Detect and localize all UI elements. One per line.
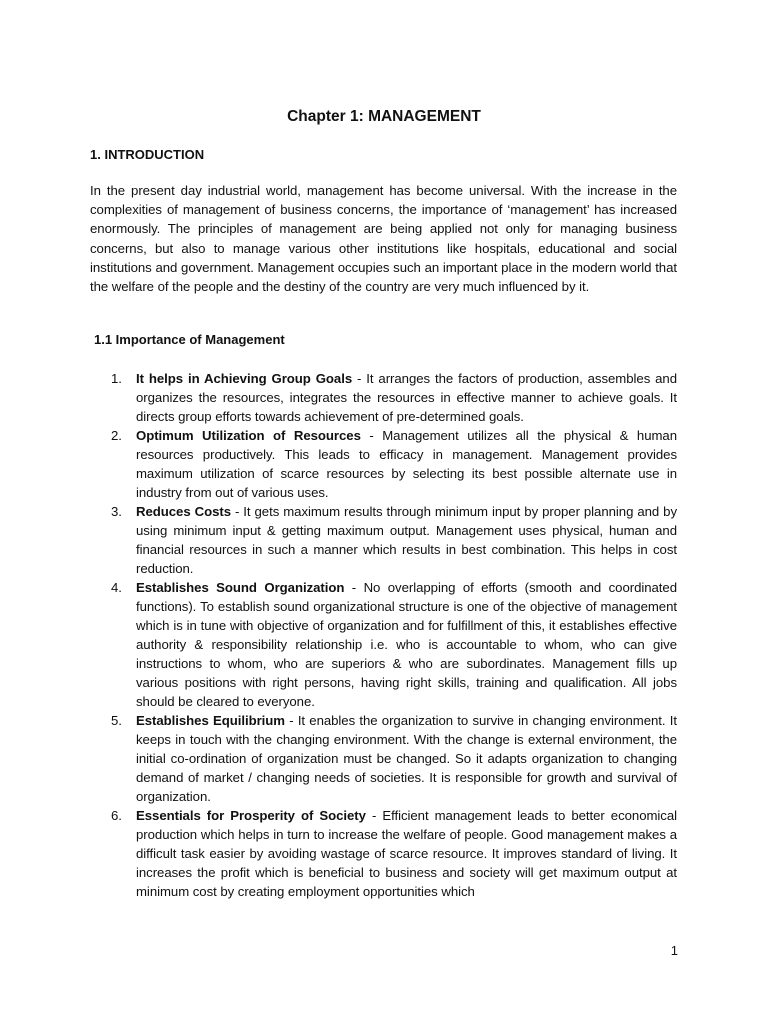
list-item-text: - Efficient management leads to better economical production which helps in turn to increase the welfare of people. Good management makes a difficult task easier by avoiding wastage of scarce resource. It improves standard of living. It increases the profit which is beneficial to business and society will get maximum output at minimum cost by creating employment opportunities which: [136, 808, 677, 899]
list-item-number: 3.: [111, 504, 122, 519]
list-item: [111, 806, 677, 901]
list-item: [111, 502, 678, 578]
list-item-text: - It gets maximum results through minimum input by proper planning and by using minimum input & getting maximum output. Management uses physical, human and financial resources in such a manner which results in best combination. This helps in cost reduction.: [136, 504, 678, 576]
list-item-number: 5.: [111, 713, 122, 728]
list-item-text: - Management utilizes all the physical & human resources productively. This leads to efficacy in management. Management provides maximum utilization of scarce resources by selecting its best possible alternate use in industry from out of various uses.: [136, 428, 677, 500]
list-item-text: - It enables the organization to survive in changing environment. It keeps in touch with the changing environment. With the change is external environment, the initial co-ordination of organization must be changed. So it adapts organization to changing demand of market / changing needs of societies. It is responsible for growth and survival of organization.: [136, 713, 678, 804]
list-item-number: 2.: [111, 428, 122, 443]
list-item: [111, 711, 678, 806]
list-item-number: 4.: [111, 580, 122, 595]
list-item-text: - No overlapping of efforts (smooth and coordinated functions). To establish sound organizational structure is one of the objective of management which is in tune with objective of organization and for fulfillment of this, it establishes effective authority & responsibility relationship i.e. who is accountable to whom, who can give instructions to whom, who are superiors & who are subordinates. Management fills up various positions with right persons, having right skills, training and qualification. All jobs should be cleared to everyone.: [136, 580, 677, 709]
list-item-number: 6.: [111, 808, 122, 823]
list-item-title: Essentials for Prosperity of Society: [136, 808, 366, 823]
list-item: [111, 426, 677, 502]
list-item-title: It helps in Achieving Group Goals: [136, 371, 353, 386]
list-item-title: Establishes Sound Organization: [136, 580, 345, 595]
list-item-title: Optimum Utilization of Resources: [136, 428, 361, 443]
list-item-title: Establishes Equilibrium: [136, 713, 285, 728]
intro-paragraph: In the present day industrial world, management has become universal. With the increase in the complexities of management of business concerns, the importance of ‘management’ has increased enormously. The principles of management are being applied not only for managing business concerns, but also to manage various other institutions like hospitals, educational and social institutions and government. Management occupies such an important place in the modern world that the welfare of the people and the destiny of the country are very much influenced by it.: [90, 183, 677, 295]
list-item-number: 1.: [111, 371, 122, 386]
page-number: 1: [670, 943, 678, 958]
list-item-text: - It arranges the factors of production, assembles and organizes the resources, integrates the resources in effective manner to achieve goals. It directs group efforts towards achievement of pre-determined goals.: [136, 371, 678, 424]
section-heading-introduction: 1. INTRODUCTION: [90, 147, 205, 162]
list-item-title: Reduces Costs: [136, 504, 231, 519]
list-item: [111, 369, 678, 426]
list-item: [111, 578, 677, 711]
importance-list: [111, 369, 678, 901]
chapter-title: Chapter 1: MANAGEMENT: [287, 108, 481, 125]
subsection-heading-importance: 1.1 Importance of Management: [94, 332, 285, 347]
